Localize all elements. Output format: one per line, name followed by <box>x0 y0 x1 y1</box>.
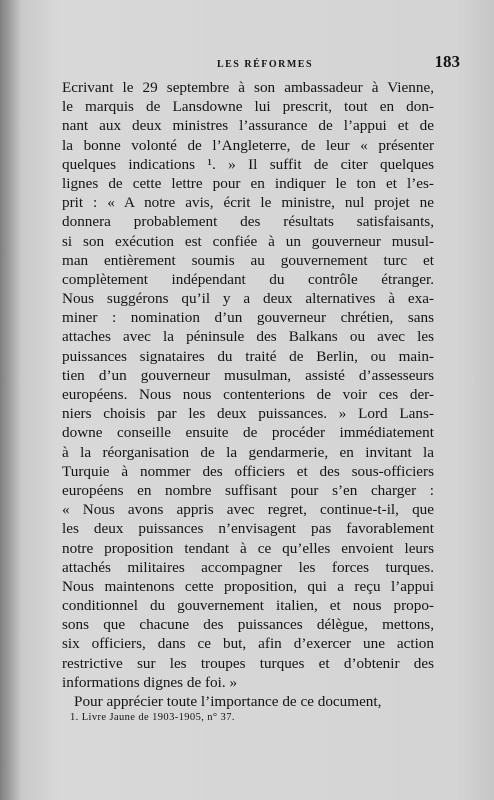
text-line: man entièrement soumis au gouvernement turc et <box>62 251 434 269</box>
text-line: lignes de cette lettre pour en indiquer le ton et l’es- <box>62 174 434 192</box>
text-line: notre proposition tendant à ce qu’elles envoient leurs <box>62 539 434 557</box>
text-line: « Nous avons appris avec regret, continue-t-il, que <box>62 501 434 519</box>
text-line: complètement indépendant du contrôle étranger. <box>62 270 434 288</box>
footnote: 1. Livre Jaune de 1903-1905, n° 37. <box>70 712 235 723</box>
text-line: attachés militaires accompagner les forces turques. <box>62 558 434 576</box>
text-line: si son exécution est confiée à un gouverneur musul- <box>62 232 434 250</box>
text-line: informations dignes de foi. » <box>62 673 238 691</box>
running-title: LES RÉFORMES <box>216 59 314 70</box>
text-line: puissances signataires du traité de Berlin, ou main- <box>62 347 434 365</box>
text-line: six officiers, dans ce but, afin d’exercer une action <box>62 635 434 653</box>
text-line: sons que chacune des puissances délègue, mettons, <box>62 616 434 634</box>
text-line: prit : « A notre avis, écrit le ministre, nul projet ne <box>62 194 434 212</box>
text-line: tien d’un gouverneur musulman, assisté d’assesseurs <box>62 366 434 384</box>
text-line: niers choisis par les deux puissances. » Lord Lans- <box>62 405 434 423</box>
text-line: Turquie à nommer des officiers et des sous-officiers <box>62 462 434 480</box>
book-page <box>20 0 494 800</box>
text-line: à la réorganisation de la gendarmerie, en invitant la <box>62 443 434 461</box>
text-line: miner : nomination d’un gouverneur chrétien, sans <box>62 309 434 327</box>
text-line: Ecrivant le 29 septembre à son ambassadeur à Vienne, <box>62 79 434 96</box>
book-gutter-shadow <box>0 0 20 800</box>
body-text <box>62 78 434 711</box>
text-line: quelques indications ¹. » Il suffit de citer quelques <box>62 155 434 173</box>
text-line: conditionnel du gouvernement italien, et nous propo- <box>62 597 434 615</box>
text-line: Pour apprécier toute l’importance de ce document, <box>74 693 382 710</box>
text-line: la bonne volonté de l’Angleterre, de leur « présenter <box>62 136 434 154</box>
page-header <box>70 52 460 74</box>
text-line: downe conseille ensuite de procéder immédiatement <box>62 424 434 442</box>
text-line: Nous maintenons cette proposition, qui a reçu l’appui <box>62 577 434 595</box>
text-line: les deux puissances n’envisagent pas favorablement <box>62 520 434 538</box>
text-line: européens en nombre suffisant pour s’en charger : <box>62 481 434 499</box>
text-line: donnera probablement des résultats satisfaisants, <box>62 213 434 231</box>
text-line: européens. Nous nous contenterions de voir ces der- <box>62 386 434 403</box>
text-line: nant aux deux ministres l’assurance de l’appui et de <box>62 117 434 135</box>
text-line: le marquis de Lansdowne lui prescrit, tout en don- <box>62 98 434 116</box>
page-number: 183 <box>434 52 460 71</box>
text-line: restrictive sur les troupes turques et d’obtenir des <box>62 654 434 672</box>
text-line: Nous suggérons qu’il y a deux alternatives à exa- <box>62 290 434 308</box>
text-line: attaches avec la péninsule des Balkans ou avec les <box>62 328 434 346</box>
